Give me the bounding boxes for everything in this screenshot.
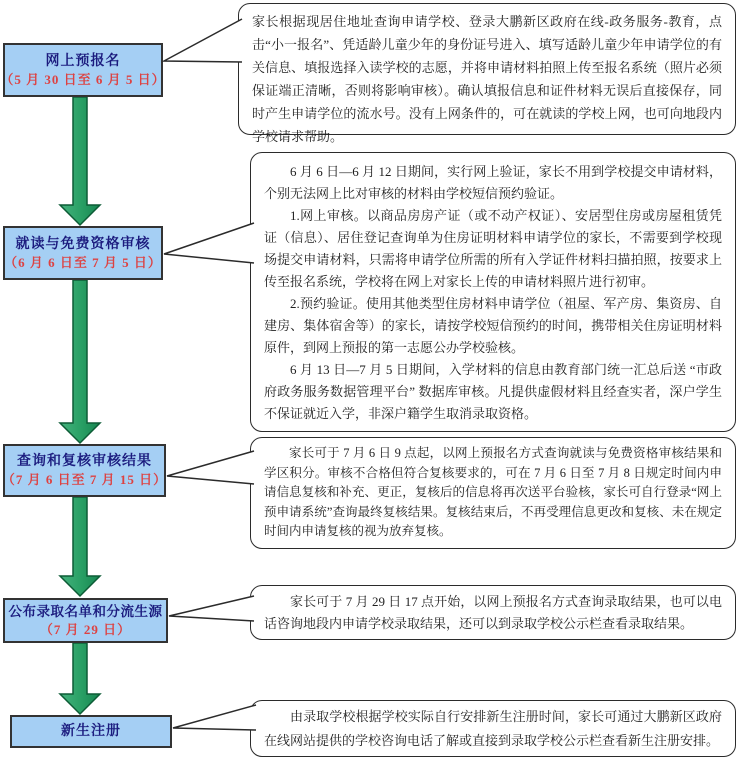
callout-paragraph: 6 月 6 日—6 月 12 日期间，实行网上验证，家长不用到学校提交申请材料，个别无法网上比对审核的材料由学校短信预约验证。 — [264, 164, 722, 201]
step-box-eligibility-review — [3, 226, 163, 280]
callout-tail-3 — [167, 451, 254, 484]
callout-paragraph: 由录取学校根据学校实际自行安排新生注册时间，家长可通过大鹏新区政府在线网站提供的学校咨询电话了解或直接到录取学校公示栏查看新生注册安排。 — [264, 709, 722, 748]
step-date: （5 月 30 日至 6 月 5 日） — [0, 71, 166, 87]
callout-paragraph: 6 月 13 日—7 月 5 日期间，入学材料的信息由教育部门统一汇总后送 “市政府政务服务数据管理平台” 数据库审核。凡提供虚假材料且经查实者，深户学生不保证就近入学，非深户籍学生取消录取资格。 — [264, 362, 722, 421]
flow-arrow-1 — [60, 97, 100, 225]
callout-tail-2 — [164, 223, 254, 263]
step-date: （7 月 29 日） — [39, 622, 132, 637]
step-date: （7 月 6 日至 7 月 15 日） — [1, 472, 168, 487]
callout-paragraph: 1.网上审核。以商品房房产证（或不动产权证）、安居型住房或房屋租赁凭证（信息）、居住登记查询单为住房证明材料申请学位的家长，不需要到学校现场提交申请材料，只需将申请学位所需的所有入学证件材料扫描拍照，按要求上传至报名系统，学校将在网上对家长上传的申请材料照片进行初审。 — [264, 208, 722, 289]
step-box-review-results-query — [3, 444, 166, 497]
step-title: 网上预报名 — [45, 53, 121, 69]
callout-preregistration-details — [238, 3, 736, 144]
callout-paragraph: 2.预约验证。使用其他类型住房材料申请学位（祖屋、军产房、集资房、自建房、集体宿舍等）的家长，请按学校短信预约的时间，携带相关住房证明材料原件，到网上预报的第一志愿公办学校验核。 — [264, 296, 722, 355]
step-title: 公布录取名单和分流生源 — [8, 604, 163, 619]
callout-registration-details — [250, 700, 736, 757]
flow-arrow-2 — [60, 280, 100, 443]
callout-paragraph: 家长可于 7 月 6 日 9 点起，以网上预报名方式查询就读与免费资格审核结果和学区积分。审核不合格但符合复核要求的，可在 7 月 6 日至 7 月 8 日规定时间内申请信息复核和补充、更正，复核后的信息将再次送平台验核，家长可自行登录“网上预申请系统”查询最终复核结果。复核结束后，不再受理信息更改和复核、未在规定时间内申请复核的视为放弃复核。 — [264, 446, 722, 538]
flow-arrow-3 — [60, 497, 100, 596]
callout-tail-1 — [164, 19, 242, 62]
step-title: 查询和复核审核结果 — [17, 454, 152, 469]
callout-tail-4 — [169, 596, 254, 621]
callout-review-results-details — [250, 437, 736, 549]
flow-arrow-4 — [60, 643, 100, 714]
step-box-online-preregistration — [0, 43, 166, 97]
callout-admission-results-details — [250, 585, 736, 640]
step-box-admission-announcement — [3, 598, 168, 643]
step-box-new-student-registration — [10, 715, 172, 748]
callout-paragraph: 家长可于 7 月 29 日 17 点开始，以网上预报名方式查询录取结果，也可以电话咨询地段内申请学校录取结果，还可以到录取学校公示栏查看录取结果。 — [264, 594, 722, 631]
step-title: 新生注册 — [61, 723, 121, 739]
callout-paragraph: 家长根据现居住地址查询申请学校、登录大鹏新区政府在线-政务服务-教育，点击“小一报名”、凭适龄儿童少年的身份证号进入、填写适龄儿童少年申请学位的有关信息、填报选择入读学校的志愿，并将申请材料拍照上传至报名系统（照片必须保证端正清晰，否则将影响审核）。确认填报信息和证件材料无误后直接保存，同时产生申请学位的流水号。没有上网条件的，可在就读的学校上网，也可向地段内学校请求帮助。 — [252, 14, 722, 144]
step-title: 就读与免费资格审核 — [15, 236, 151, 252]
callout-eligibility-review-details — [250, 152, 736, 432]
callout-tail-5 — [173, 705, 256, 730]
step-date: （6 月 6 日至 7 月 5 日） — [4, 254, 162, 270]
